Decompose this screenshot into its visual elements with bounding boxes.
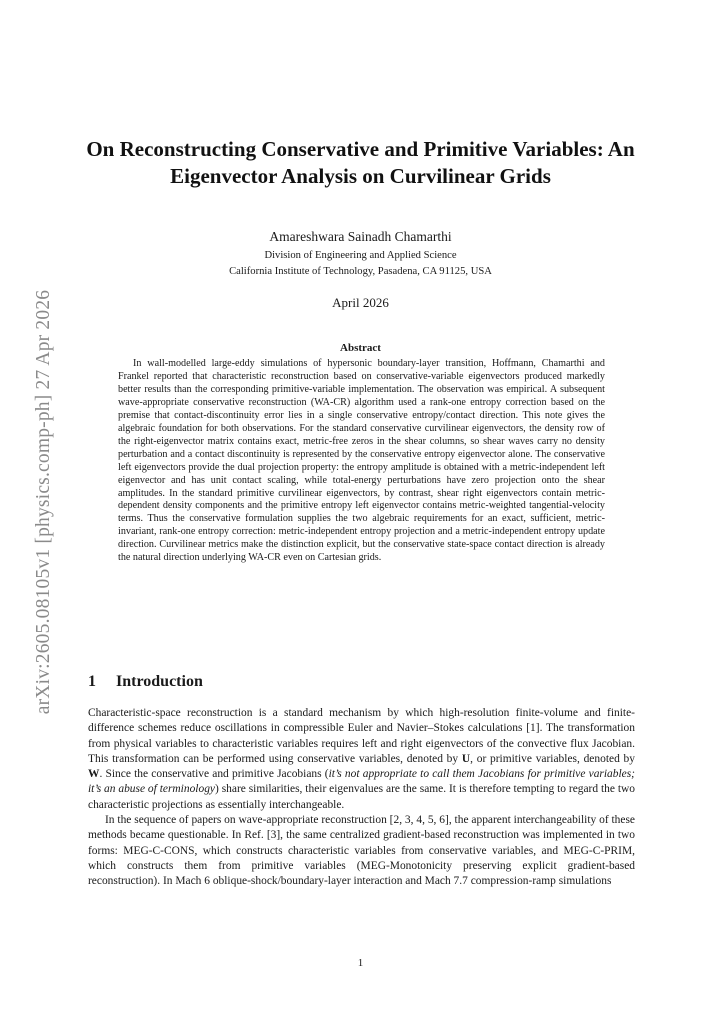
symbol-w: W <box>88 768 100 781</box>
page-number: 1 <box>357 957 364 969</box>
paragraph <box>88 706 635 813</box>
abstract-heading: Abstract <box>340 342 381 354</box>
body-text <box>88 706 635 890</box>
affiliation-institute: California Institute of Technology, Pasadena, CA 91125, USA <box>229 266 492 277</box>
text-run: , or primitive variables, denoted by <box>470 752 635 765</box>
author-name: Amareshwara Sainadh Chamarthi <box>269 229 452 244</box>
text-run: Characteristic-space reconstruction is a standard mechanism by which high-resolution finite-volume and finite-difference schemes reduce oscillations in compressible Euler and Navier–Stokes calculations [1]. The transformation from physical variables to characteristic variables requires left and right eigenvectors of the convective flux Jacobian. This transformation can be performed using conservative variables, denoted by <box>88 707 635 765</box>
paper-date: April 2026 <box>332 295 389 310</box>
text-run: ) share similarities, their eigenvalues are the same. It is therefore tempting to regard the two characteristic projections as essentially interchangeable. <box>88 783 635 811</box>
text-run: . Since the conservative and primitive Jacobians ( <box>99 768 329 781</box>
abstract-text: In wall-modelled large-eddy simulations of hypersonic boundary-layer transition, Hoffmann, Chamarthi and Frankel reported that characteristic reconstruction based on conservative-variable eigenvectors produced markedly better results than the corresponding primitive-variable implementation. The observation was empirical. A subsequent wave-appropriate conservative reconstruction (WA-CR) algorithm used a rank-one entropy correction based on the premise that contact-discontinuity error lies in a single conservative entropy/contact direction. This note gives the algebraic foundation for both observations. For the standard conservative curvilinear eigenvectors, the density row of the right-eigenvector matrix contains exact, metric-free zeros in the shear columns, so shear waves carry no density perturbation and a contact discontinuity is represented by the conservative entropy eigenvector alone. The conservative left eigenvectors provide the dual projection property: the entropy amplitude is obtained with a metric-independent left eigenvector and has unit contact scaling, while total-energy perturbations have zero projection onto the shear amplitudes. In the standard primitive curvilinear eigenvectors, by contrast, shear right eigenvectors contain metric-dependent density components and the primitive entropy left eigenvector contains metric-weighted tangential-velocity terms. Thus the conservative formulation supplies the two algebraic requirements for an exact, sufficient, metric-invariant, rank-one entropy correction: metric-independent entropy projection and a metric-independent entropy update direction. Curvilinear metrics make the distinction explicit, but the conservative state-space contact direction is already the natural direction underlying WA-CR even on Cartesian grids. <box>118 358 605 564</box>
italic-remark: it’s not appropriate to call them Jacobians for primitive variables; it’s an abuse of terminology <box>88 768 635 796</box>
paper-title: On Reconstructing Conservative and Primitive Variables: An Eigenvector Analysis on Curvilinear Grids <box>86 137 635 188</box>
arxiv-watermark: arXiv:2605.08105v1 [physics.comp-ph] 27 Apr 2026 <box>33 289 54 715</box>
section-heading <box>88 673 488 691</box>
symbol-u: U <box>461 752 471 765</box>
section-title: Introduction <box>116 673 203 690</box>
paragraph: In the sequence of papers on wave-appropriate reconstruction [2, 3, 4, 5, 6], the apparent interchangeability of these methods became questionable. In Ref. [3], the same centralized gradient-based reconstruction was implemented in two forms: MEG-C-CONS, which constructs characteristic variables from conservative variables, and MEG-C-PRIM, which constructs them from primitive variables (MEG-Monotonicity preserving explicit gradient-based reconstruction). In Mach 6 oblique-shock/boundary-layer interaction and Mach 7.7 compression-ramp simulations <box>88 814 635 888</box>
affiliation-division: Division of Engineering and Applied Science <box>264 250 457 261</box>
section-number: 1 <box>88 673 96 690</box>
